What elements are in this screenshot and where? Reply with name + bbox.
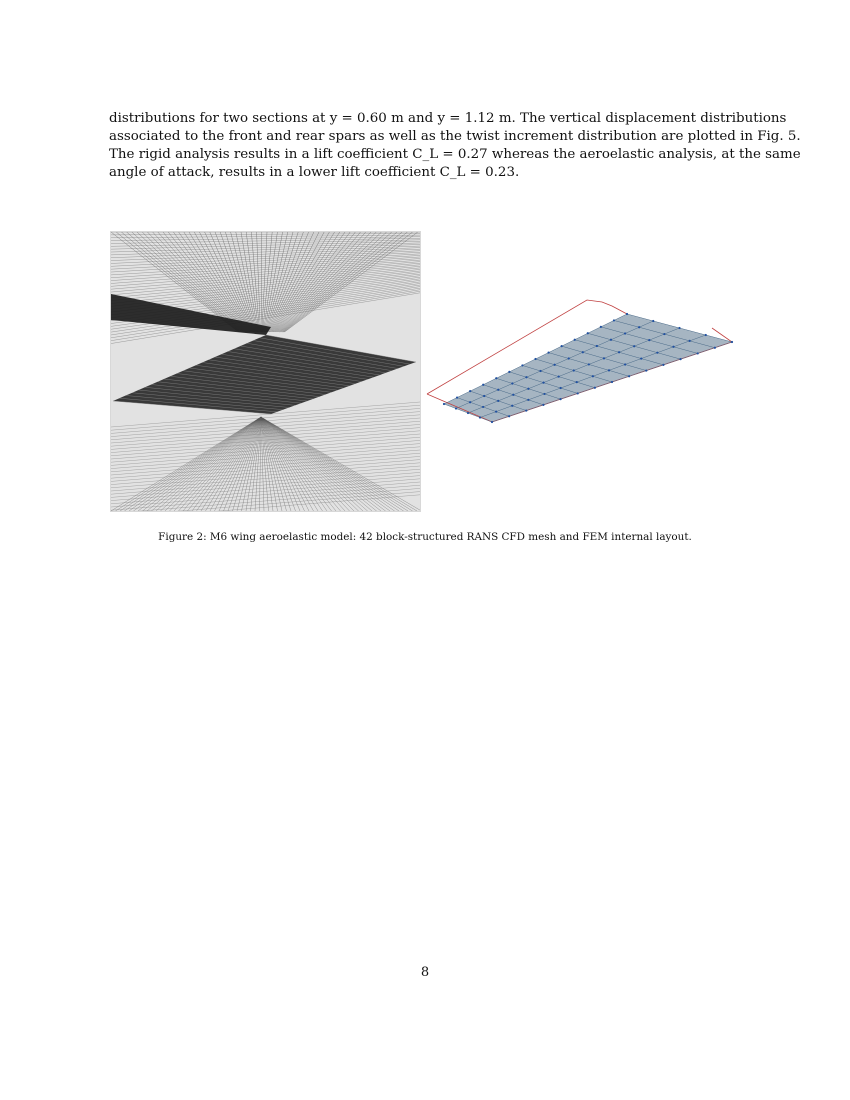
fem-node	[559, 398, 561, 400]
fem-node	[508, 415, 510, 417]
fem-node	[539, 370, 541, 372]
fem-node	[679, 358, 681, 360]
fem-node	[638, 326, 640, 328]
fem-node	[608, 369, 610, 371]
fem-node	[714, 347, 716, 349]
fem-node	[512, 394, 514, 396]
fem-node	[495, 377, 497, 379]
fem-node	[652, 320, 654, 322]
fem-node	[624, 363, 626, 365]
fem-node	[495, 411, 497, 413]
fem-node	[497, 389, 499, 391]
fem-node	[525, 376, 527, 378]
fem-node	[648, 339, 650, 341]
paragraph-line-3: The rigid analysis results in a lift coefficient C_L = 0.27 whereas the aeroelastic analysis, at the same	[109, 147, 801, 162]
fem-node	[576, 381, 578, 383]
fem-node	[511, 382, 513, 384]
fem-node	[573, 369, 575, 371]
fem-node	[603, 357, 605, 359]
fem-node	[467, 412, 469, 414]
fem-node	[689, 340, 691, 342]
fem-layout-drawing	[422, 292, 742, 427]
fem-node	[587, 332, 589, 334]
fem-node	[663, 333, 665, 335]
fem-node	[560, 387, 562, 389]
fem-node	[613, 319, 615, 321]
fem-node	[705, 334, 707, 336]
body-paragraph	[109, 110, 801, 182]
fem-node	[525, 409, 527, 411]
fem-node	[611, 381, 613, 383]
fem-node	[596, 345, 598, 347]
fem-layout-image	[422, 292, 742, 427]
fem-node	[626, 313, 628, 315]
fem-node	[479, 416, 481, 418]
fem-node	[482, 406, 484, 408]
fem-node	[574, 339, 576, 341]
fem-node	[618, 351, 620, 353]
fem-node	[456, 396, 458, 398]
fem-node	[594, 387, 596, 389]
fem-node	[482, 384, 484, 386]
fem-node	[633, 345, 635, 347]
fem-node	[568, 357, 570, 359]
fem-node	[455, 407, 457, 409]
fem-node	[640, 357, 642, 359]
fem-node	[582, 351, 584, 353]
fem-node	[678, 327, 680, 329]
fem-node	[624, 332, 626, 334]
fem-node	[610, 339, 612, 341]
fem-node	[542, 404, 544, 406]
paragraph-line-4: angle of attack, results in a lower lift coefficient C_L = 0.23.	[109, 165, 520, 180]
fem-node	[731, 341, 733, 343]
fem-node	[662, 364, 664, 366]
paragraph-line-1: distributions for two sections at y = 0.60 m and y = 1.12 m. The vertical displacement distributions	[109, 111, 787, 126]
fem-node	[511, 405, 513, 407]
fem-node	[628, 375, 630, 377]
fem-node	[672, 346, 674, 348]
fem-node	[600, 326, 602, 328]
cfd-mesh-image	[110, 231, 421, 512]
fem-node	[543, 393, 545, 395]
fem-node	[527, 388, 529, 390]
fem-node	[554, 364, 556, 366]
fem-node	[497, 400, 499, 402]
fem-node	[656, 352, 658, 354]
fem-node	[521, 364, 523, 366]
fem-node	[645, 369, 647, 371]
fem-node	[542, 382, 544, 384]
fem-node	[588, 363, 590, 365]
fem-node	[483, 395, 485, 397]
page-number: 8	[420, 965, 430, 980]
fem-node	[577, 392, 579, 394]
fem-node	[697, 352, 699, 354]
fem-node	[469, 401, 471, 403]
fem-node	[527, 399, 529, 401]
wing-box-surface	[444, 314, 732, 422]
fem-node	[443, 403, 445, 405]
paragraph-line-2: associated to the front and rear spars as well as the twist increment distribution are plotted in Fig. 5.	[109, 129, 801, 144]
fem-node	[508, 371, 510, 373]
fem-node	[491, 421, 493, 423]
fem-node	[558, 375, 560, 377]
cfd-mesh-drawing	[111, 232, 420, 511]
fem-node	[534, 358, 536, 360]
fem-node	[469, 390, 471, 392]
fem-node	[561, 345, 563, 347]
figure-caption: Figure 2: M6 wing aeroelastic model: 42 block-structured RANS CFD mesh and FEM internal layout.	[158, 531, 692, 543]
fem-node	[592, 375, 594, 377]
fem-node	[547, 351, 549, 353]
